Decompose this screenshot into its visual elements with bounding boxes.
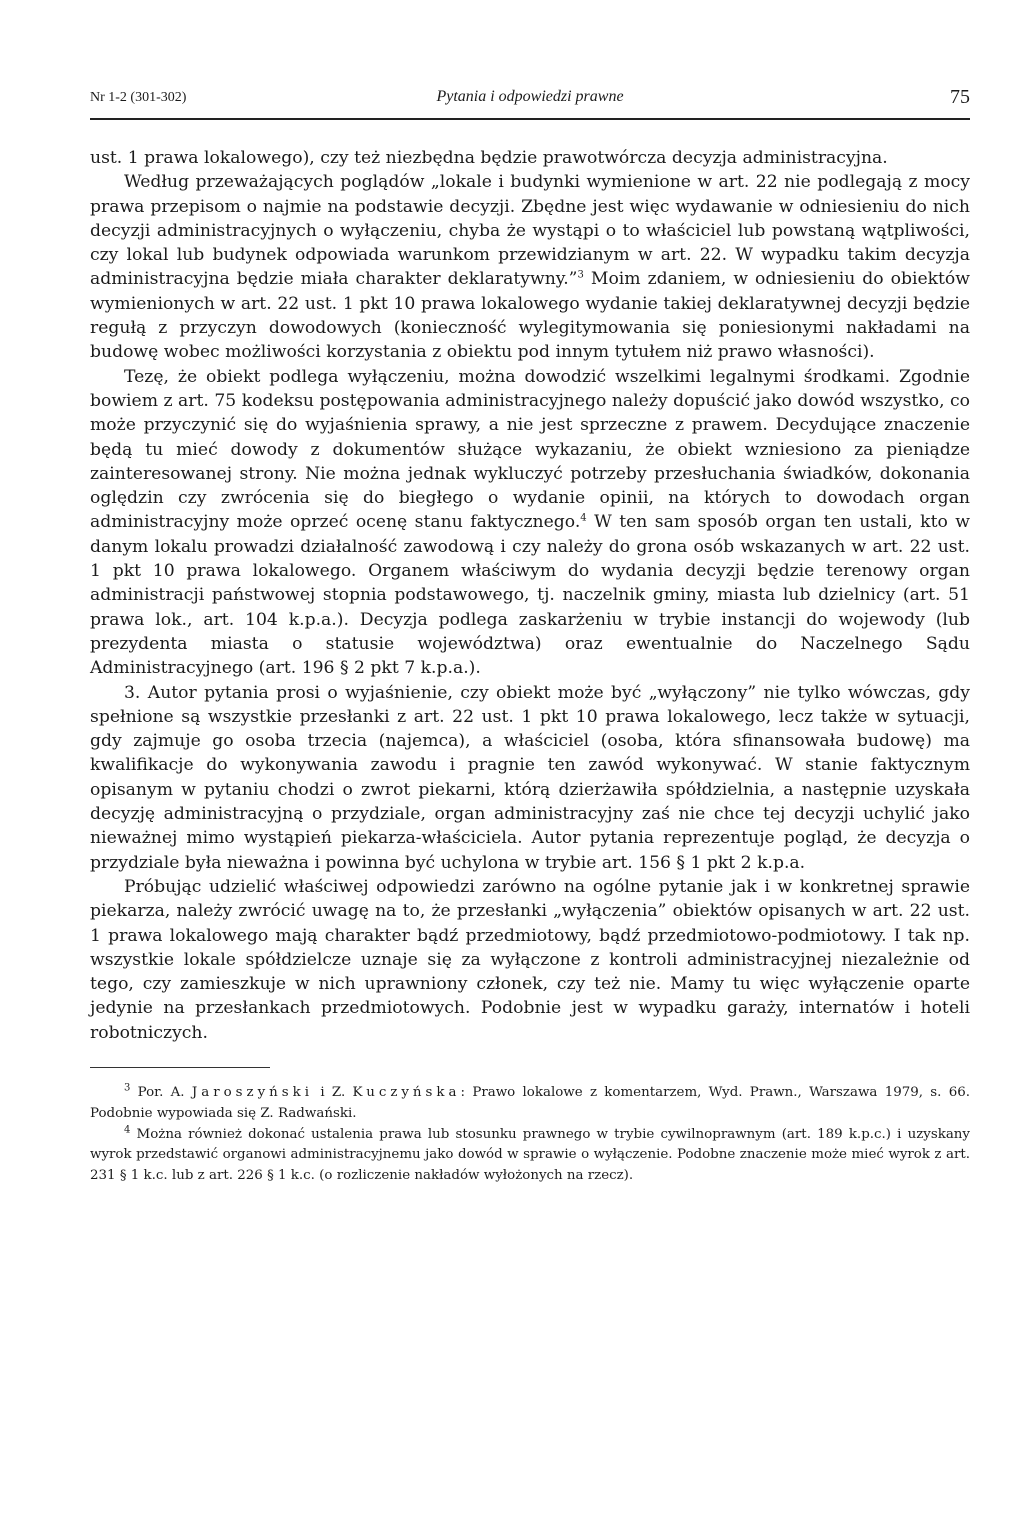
paragraph-5: Próbując udzielić właściwej odpowiedzi zarówno na ogólne pytanie jak i w konkretnej sprawie piekarza, należy zwrócić uwagę na to, że przesłanki „wyłączenia” obiektów opisanych w art. 22 ust. 1 prawa lokalowego mają charakter bądź przedmiotowy, bądź przedmiotowo-podmiotowy. I tak np. wszystkie lokale spółdzielcze uznaje się za wyłączone z kontroli administracyjnej niezależnie od tego, czy zamieszkuje w nich uprawniony członek, czy też nie. Mamy tu więc wyłączenie oparte jedynie na przesłankach przedmiotowych. Podobnie jest w wypadku garaży, internatów i hoteli robotniczych.: [90, 876, 970, 1043]
header-rule: [90, 118, 970, 120]
footnote-3: $^3$ Por. A. Jaroszyński i Z. Kuczyńska: Prawo lokalowe z komentarzem, Wyd. Prawn., Warszawa 1979, s. 66. Podobnie wypowiada się Z. Radwański.: [90, 1082, 970, 1121]
issue-number: Nr 1-2 (301-302): [90, 90, 187, 105]
paragraph-4: 3. Autor pytania prosi o wyjaśnienie, czy obiekt może być „wyłączony” nie tylko wówczas, gdy spełnione są wszystkie przesłanki z art. 22 ust. 1 pkt 10 prawa lokalowego, lecz także w sytuacji, gdy zajmuje go osoba trzecia (najemca), a właściciel (osoba, która sfinansowała budowę) ma kwalifikacje do wykonywania zawodu i pragnie ten zawód wykonywać. W stanie faktycznym opisanym w pytaniu chodzi o zwrot piekarni, którą dzierżawiła spółdzielnia, a następnie uzyskała decyzję administracyjną o przydziale, organ administracyjny zaś nie chce tej decyzji uchylić jako nieważnej mimo wystąpień piekarza-właściciela. Autor pytania reprezentuje pogląd, że decyzja o przydziale była nieważna i powinna być uchylona w trybie art. 156 § 1 pkt 2 k.p.a.: [90, 682, 970, 873]
footnote-ref-3: 3: [577, 269, 584, 281]
section-title: Pytania i odpowiedzi prawne: [436, 88, 624, 105]
footnote-4: $^4$ Można również dokonać ustalenia prawa lub stosunku prawnego w trybie cywilnoprawnym (art. 189 k.p.c.) i uzyskany wyrok przedstawić organowi administracyjnemu jako dowód w sprawie o wyłączenie. Podobne znaczenie może mieć wyrok z art. 231 § 1 k.c. lub z art. 226 § 1 k.c. (o rozliczenie nakładów wyłożonych na rzecz).: [90, 1124, 970, 1184]
running-header: [90, 88, 970, 116]
body-text: [90, 146, 970, 1045]
paragraph-2: Według przeważających poglądów „lokale i budynki wymienione w art. 22 nie podlegają z mocy prawa przepisom o najmie na podstawie decyzji. Zbędne jest więc wydawanie w odniesieniu do nich decyzji administracyjnych o wyłączeniu, chyba że wystąpi o to właściciel lub powstaną wątpliwości, czy lokal lub budynek odpowiada warunkom przewidzianym w art. 22. W wypadku takim decyzja administracyjna będzie miała charakter deklaratywny.”$^3$ Moim zdaniem, w odniesieniu do obiektów wymienionych w art. 22 ust. 1 pkt 10 prawa lokalowego wydanie takiej deklaratywnej decyzji będzie regułą z przyczyn dowodowych (konieczność wylegitymowania się poniesionymi nakładami na budowę wobec możliwości korzystania z obiektu pod innym tytułem niż prawo własności).: [90, 172, 970, 363]
footnote-rule: [90, 1067, 270, 1068]
paragraph-1: ust. 1 prawa lokalowego), czy też niezbędna będzie prawotwórcza decyzja administracyjna.: [90, 148, 888, 168]
footnotes: [90, 1083, 970, 1187]
paragraph-3: Tezę, że obiekt podlega wyłączeniu, można dowodzić wszelkimi legalnymi środkami. Zgodnie bowiem z art. 75 kodeksu postępowania administracyjnego należy dopuścić jako dowód wszystko, co może przyczynić się do wyjaśnienia sprawy, a nie jest sprzeczne z prawem. Decydujące znaczenie będą tu mieć dowody z dokumentów służące wykazaniu, że obiekt wzniesiono za pieniądze zainteresowanej strony. Nie można jednak wykluczyć potrzeby przesłuchania świadków, dokonania oględzin czy zwrócenia się do biegłego o wydanie opinii, na których to dowodach organ administracyjny może oprzeć ocenę stanu faktycznego.$^4$ W ten sam sposób organ ten ustali, kto w danym lokalu prowadzi działalność zawodową i czy należy do grona osób wskazanych w art. 22 ust. 1 pkt 10 prawa lokalowego. Organem właściwym do wydania decyzji będzie terenowy organ administracji państwowej stopnia podstawowego, tj. naczelnik gminy, miasta lub dzielnicy (art. 51 prawa lok., art. 104 k.p.a.). Decyzja podlega zaskarżeniu w trybie instancji do wojewody (lub prezydenta miasta o statusie województwa) oraz ewentualnie do Naczelnego Sądu Administracyjnego (art. 196 § 2 pkt 7 k.p.a.).: [90, 366, 970, 679]
footnote-ref-4: 4: [580, 512, 587, 524]
page-number: 75: [950, 86, 970, 108]
